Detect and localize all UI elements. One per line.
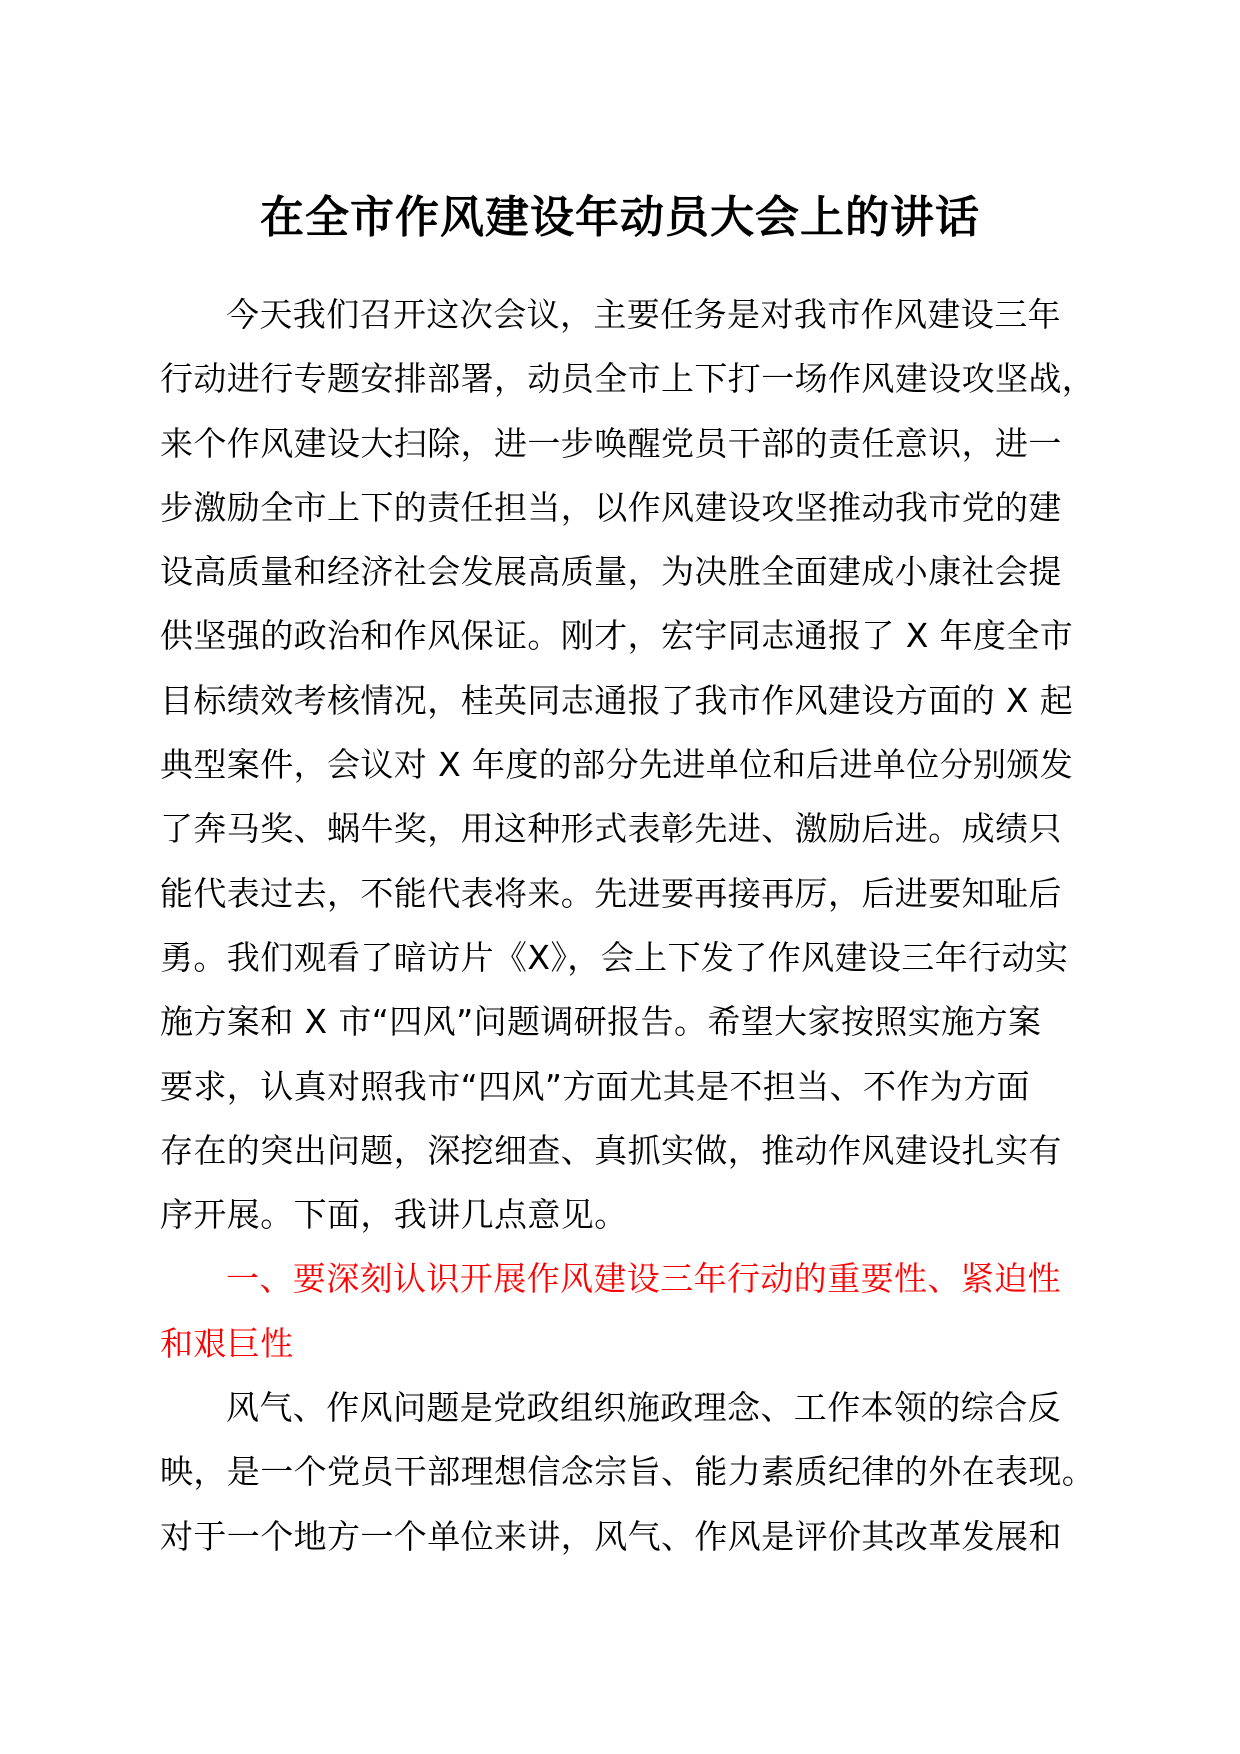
section-heading-line-2: 和艰巨性 <box>160 1323 294 1363</box>
intro-line-11: 勇。我们观看了暗访片《X》，会上下发了作风建设三年行动实 <box>160 937 1069 977</box>
intro-line-8: 典型案件，会议对 X 年度的部分先进单位和后进单位分别颁发 <box>160 745 1074 785</box>
section-heading-line-1: 一、要深刻认识开展作风建设三年行动的重要性、紧迫性 <box>226 1259 1061 1299</box>
intro-line-15: 序开展。下面，我讲几点意见。 <box>160 1195 628 1235</box>
intro-line-12: 施方案和 X 市“四风”问题调研报告。希望大家按照实施方案 <box>160 1002 1042 1042</box>
intro-line-3: 来个作风建设大扫除，进一步唤醒党员干部的责任意识，进一 <box>160 423 1062 463</box>
section-line-3: 对于一个地方一个单位来讲，风气、作风是评价其改革发展和 <box>160 1516 1062 1556</box>
intro-line-9: 了奔马奖、蜗牛奖，用这种形式表彰先进、激励后进。成绩只 <box>160 809 1062 849</box>
intro-line-5: 设高质量和经济社会发展高质量，为决胜全面建成小康社会提 <box>160 552 1062 592</box>
intro-line-14: 存在的突出问题，深挖细查、真抓实做，推动作风建设扎实有 <box>160 1130 1062 1170</box>
document-title: 在全市作风建设年动员大会上的讲话 <box>260 192 980 243</box>
section-line-2: 映，是一个党员干部理想信念宗旨、能力素质纪律的外在表现。 <box>160 1452 1096 1492</box>
section-line-1: 风气、作风问题是党政组织施政理念、工作本领的综合反 <box>226 1388 1061 1428</box>
document-body <box>160 283 1100 1569</box>
intro-line-2: 行动进行专题安排部署，动员全市上下打一场作风建设攻坚战， <box>160 359 1096 399</box>
intro-line-6: 供坚强的政治和作风保证。刚才，宏宇同志通报了 X 年度全市 <box>160 616 1074 656</box>
intro-line-7: 目标绩效考核情况，桂英同志通报了我市作风建设方面的 X 起 <box>160 680 1074 720</box>
intro-line-13: 要求，认真对照我市“四风”方面尤其是不担当、不作为方面 <box>160 1066 1030 1106</box>
intro-line-10: 能代表过去，不能代表将来。先进要再接再厉，后进要知耻后 <box>160 873 1062 913</box>
intro-line-4: 步激励全市上下的责任担当，以作风建设攻坚推动我市党的建 <box>160 487 1062 527</box>
intro-line-1: 今天我们召开这次会议，主要任务是对我市作风建设三年 <box>226 295 1061 334</box>
